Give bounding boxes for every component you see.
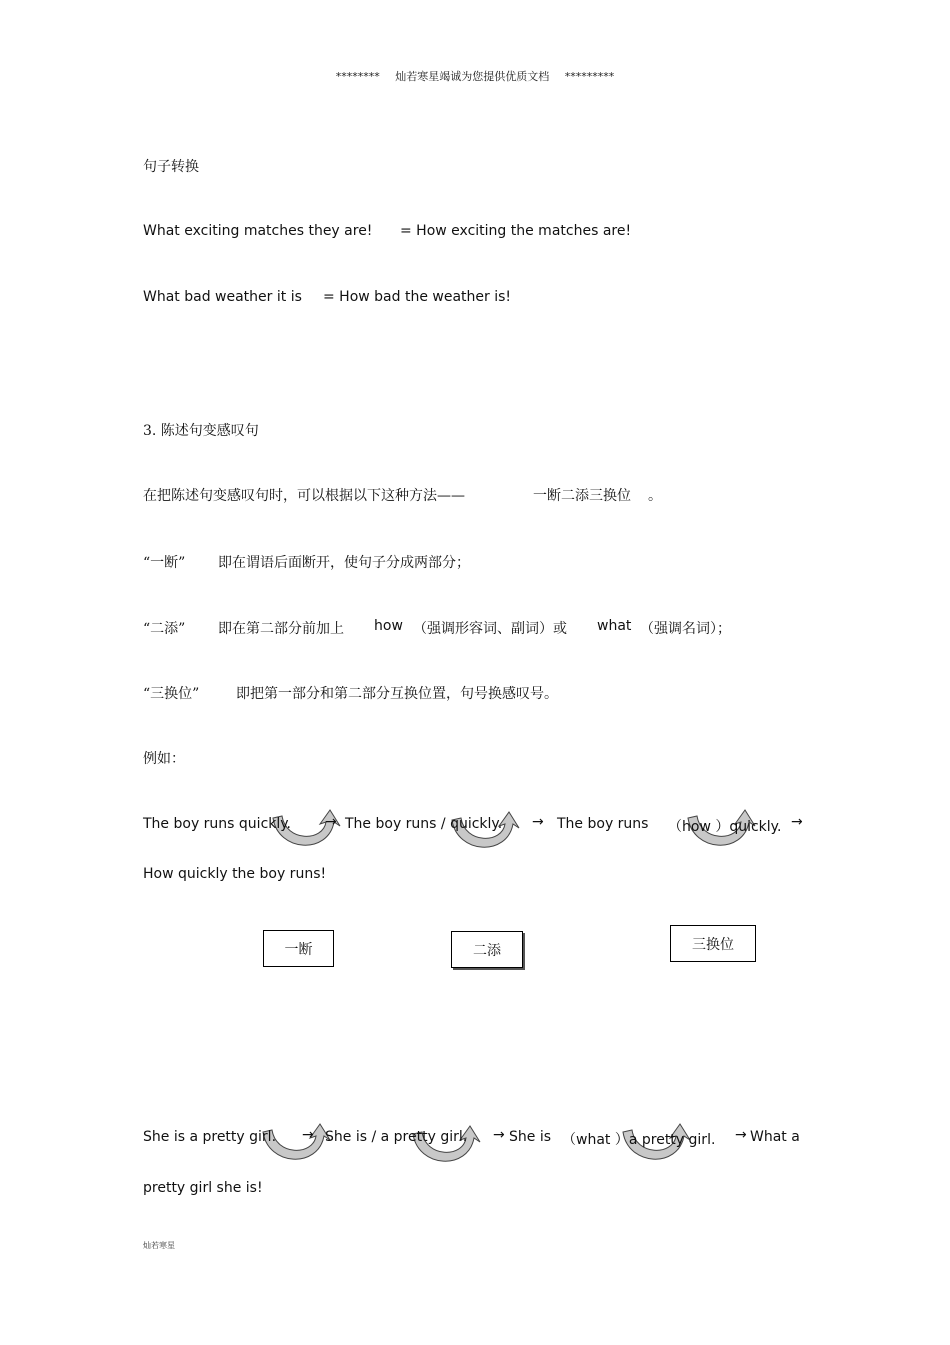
example1-sentence-1: The boy runs quickly. bbox=[143, 816, 292, 832]
method-name: 一断二添三换位 bbox=[533, 488, 631, 504]
rule-1-label: “一断” bbox=[143, 555, 186, 571]
conversion-how-1: = How exciting the matches are! bbox=[400, 223, 632, 239]
example1-sentence-3a: The boy runs bbox=[557, 816, 649, 832]
rule-2-how: how bbox=[374, 618, 403, 634]
page-footer: 灿若寒星 bbox=[143, 1241, 175, 1250]
rule-3-label: “三换位” bbox=[143, 686, 200, 702]
step-box-2: 二添 bbox=[451, 931, 523, 968]
rule-2-what: what bbox=[597, 618, 632, 634]
example-label: 例如： bbox=[143, 751, 185, 767]
heading-3: 3. 陈述句变感叹句 bbox=[143, 423, 259, 439]
rule-2-text-c: （强调名词）； bbox=[640, 621, 731, 637]
page-header bbox=[0, 68, 950, 84]
section-title: 句子转换 bbox=[143, 159, 199, 175]
conversion-what-1: What exciting matches they are! bbox=[143, 223, 373, 239]
step-box-1: 一断 bbox=[263, 930, 334, 967]
conversion-how-2: = How bad the weather is! bbox=[323, 289, 512, 305]
example1-sentence-3b: （how ）quickly. bbox=[668, 819, 782, 835]
example2-sentence-2: She is / a pretty girl. bbox=[325, 1129, 468, 1145]
header-text: 灿若寒星竭诚为您提供优质文档 bbox=[395, 70, 550, 83]
example1-arrow-1: → bbox=[325, 814, 337, 830]
example2-sentence-3b: （what ）a pretty girl. bbox=[562, 1132, 716, 1148]
header-stars-left: ******** bbox=[335, 70, 380, 83]
method-intro-end: 。 bbox=[648, 488, 662, 504]
rule-1-text: 即在谓语后面断开，使句子分成两部分； bbox=[218, 555, 470, 571]
rule-2-text-a: 即在第二部分前加上 bbox=[218, 621, 344, 637]
conversion-what-2: What bad weather it is bbox=[143, 289, 302, 305]
header-stars-right: ********* bbox=[564, 70, 615, 83]
example1-arrow-3: → bbox=[791, 814, 803, 830]
example2-arrow-1: → bbox=[302, 1127, 314, 1143]
example1-result: How quickly the boy runs! bbox=[143, 866, 327, 882]
rule-3-text: 即把第一部分和第二部分互换位置，句号换感叹号。 bbox=[236, 686, 558, 702]
example2-sentence-1: She is a pretty girl. bbox=[143, 1129, 277, 1145]
example2-result-b: pretty girl she is! bbox=[143, 1180, 263, 1196]
example2-sentence-3a: She is bbox=[509, 1129, 552, 1145]
rule-2-label: “二添” bbox=[143, 621, 186, 637]
rule-2-text-b: （强调形容词、副词）或 bbox=[413, 621, 567, 637]
example1-sentence-2: The boy runs / quickly. bbox=[345, 816, 503, 832]
example2-arrow-2: → bbox=[493, 1127, 505, 1143]
example1-arrow-2: → bbox=[532, 814, 544, 830]
method-intro-text: 在把陈述句变感叹句时，可以根据以下这种方法—— bbox=[143, 488, 465, 504]
example2-result-a: What a bbox=[750, 1129, 800, 1145]
example2-arrow-3: → bbox=[735, 1127, 747, 1143]
step-box-3: 三换位 bbox=[670, 925, 756, 962]
